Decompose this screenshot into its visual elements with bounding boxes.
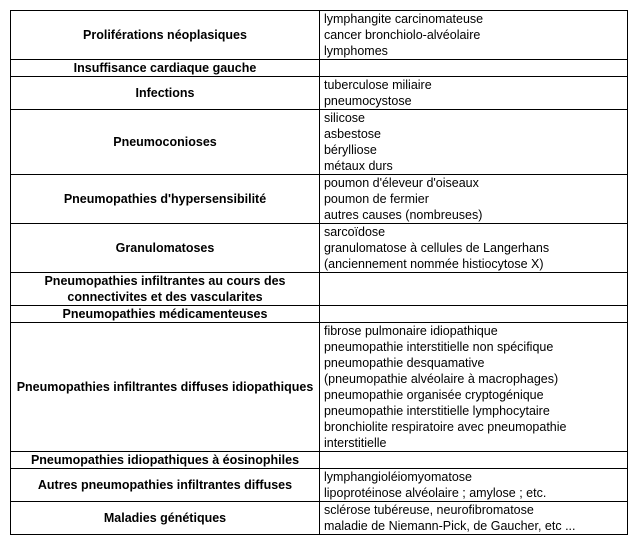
table-row — [11, 502, 628, 535]
list-item: bérylliose — [323, 143, 377, 157]
list-item: fibrose pulmonaire idiopathique — [323, 324, 498, 338]
items-cell — [319, 60, 627, 77]
category-cell: Pneumoconioses — [11, 110, 320, 175]
table-row — [11, 224, 628, 273]
items-cell — [319, 175, 627, 224]
list-item: lipoprotéinose alvéolaire ; amylose ; etc. — [323, 486, 547, 500]
list-item: (anciennement nommée histiocytose X) — [323, 257, 544, 271]
list-item: cancer bronchiolo-alvéolaire — [323, 28, 481, 42]
list-item: tuberculose miliaire — [323, 78, 432, 92]
table-row — [11, 273, 628, 306]
items-cell — [319, 502, 627, 535]
items-cell — [319, 224, 627, 273]
items-cell — [319, 110, 627, 175]
list-item: sarcoïdose — [323, 225, 386, 239]
items-cell — [319, 469, 627, 502]
list-item: sclérose tubéreuse, neurofibromatose — [323, 503, 534, 517]
category-cell: Pneumopathies d'hypersensibilité — [11, 175, 320, 224]
table-row — [11, 77, 628, 110]
list-item: pneumopathie desquamative — [323, 356, 485, 370]
table-row — [11, 175, 628, 224]
items-cell — [319, 306, 627, 323]
document — [10, 10, 628, 535]
list-item: pneumopathie interstitielle non spécifique — [323, 340, 554, 354]
category-cell: Insuffisance cardiaque gauche — [11, 60, 320, 77]
category-cell: Maladies génétiques — [11, 502, 320, 535]
table-row — [11, 110, 628, 175]
list-item: granulomatose à cellules de Langerhans — [323, 241, 550, 255]
list-item: pneumopathie organisée cryptogénique — [323, 388, 544, 402]
list-item: maladie de Niemann-Pick, de Gaucher, etc ... — [323, 519, 576, 533]
list-item: lymphangite carcinomateuse — [323, 12, 484, 26]
disease-table — [10, 10, 628, 535]
table-row — [11, 469, 628, 502]
category-cell: Pneumopathies infiltrantes au cours des connectivites et des vascularites — [11, 273, 320, 306]
list-item: métaux durs — [323, 159, 393, 173]
list-item: poumon d'éleveur d'oiseaux — [323, 176, 479, 190]
list-item: interstitielle — [323, 436, 387, 450]
category-cell: Pneumopathies médicamenteuses — [11, 306, 320, 323]
list-item: poumon de fermier — [323, 192, 429, 206]
category-cell: Granulomatoses — [11, 224, 320, 273]
category-cell: Autres pneumopathies infiltrantes diffuses — [11, 469, 320, 502]
list-item: bronchiolite respiratoire avec pneumopathie — [323, 420, 567, 434]
items-cell — [319, 323, 627, 452]
list-item: silicose — [323, 111, 365, 125]
list-item: asbestose — [323, 127, 381, 141]
category-cell: Infections — [11, 77, 320, 110]
table-body — [11, 11, 628, 535]
items-cell — [319, 452, 627, 469]
items-cell — [319, 11, 627, 60]
list-item: lymphomes — [323, 44, 388, 58]
table-row — [11, 306, 628, 323]
items-cell — [319, 77, 627, 110]
category-cell: Pneumopathies idiopathiques à éosinophiles — [11, 452, 320, 469]
category-cell: Pneumopathies infiltrantes diffuses idiopathiques — [11, 323, 320, 452]
list-item: (pneumopathie alvéolaire à macrophages) — [323, 372, 559, 386]
table-row — [11, 60, 628, 77]
items-cell — [319, 273, 627, 306]
list-item: lymphangioléiomyomatose — [323, 470, 472, 484]
table-row — [11, 452, 628, 469]
list-item: pneumocystose — [323, 94, 412, 108]
category-cell: Proliférations néoplasiques — [11, 11, 320, 60]
table-row — [11, 323, 628, 452]
list-item: autres causes (nombreuses) — [323, 208, 483, 222]
list-item: pneumopathie interstitielle lymphocytaire — [323, 404, 550, 418]
table-row — [11, 11, 628, 60]
